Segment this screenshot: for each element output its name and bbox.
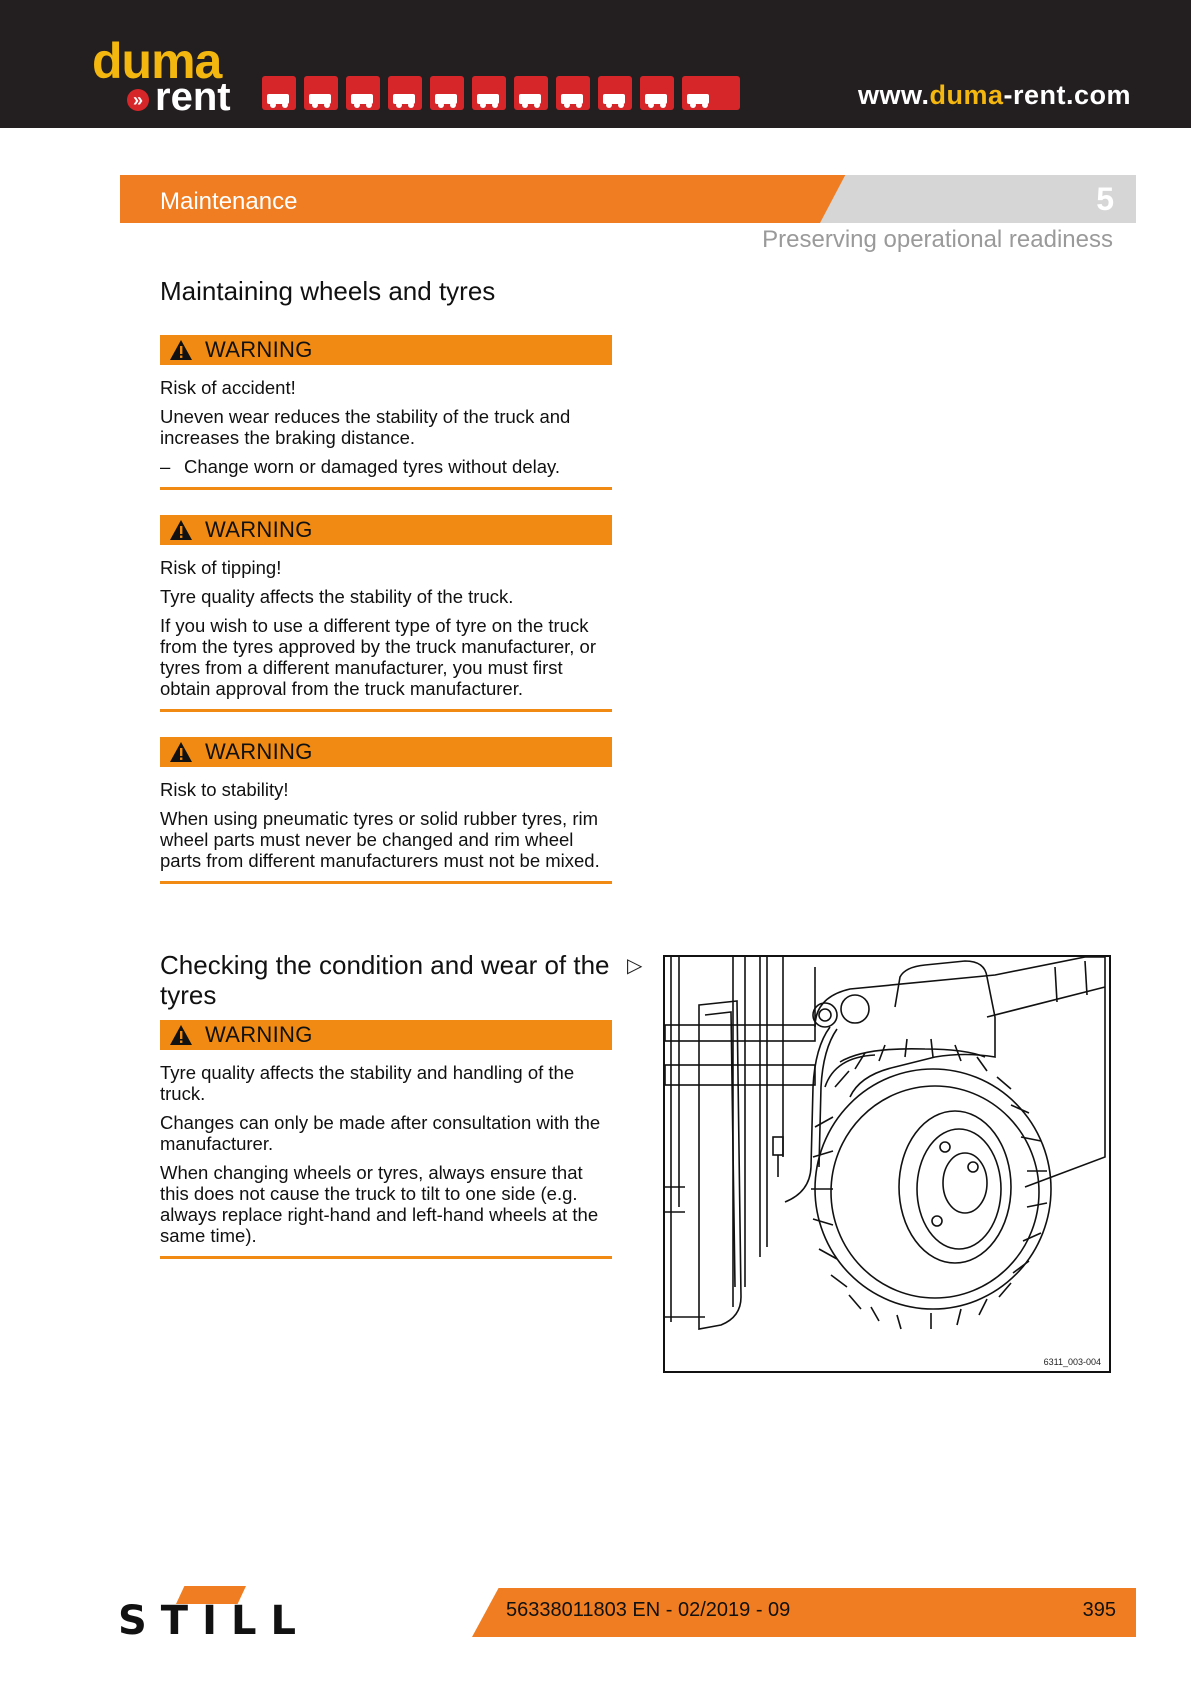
warning-text: Risk of tipping!: [160, 557, 282, 578]
page-number: 395: [1082, 1599, 1116, 1621]
top-brand-bar: [0, 0, 1191, 128]
warning-text: When changing wheels or tyres, always ensure that this does not cause the truck to tilt to one side (e.g. always replace right-hand and left-hand wheels at the same time).: [160, 1162, 599, 1246]
warning-label: WARNING: [205, 739, 313, 764]
warning-label: WARNING: [205, 1022, 313, 1047]
logo-duma-text: duma: [92, 33, 222, 89]
logo-arrow-icon: »: [127, 89, 149, 111]
section-title: Maintenance: [160, 188, 298, 215]
warning-text: Risk of accident!: [160, 377, 296, 398]
skid-steer-icon: [262, 76, 296, 110]
boom-lift-icon: [640, 76, 674, 110]
dash-marker: –: [160, 456, 171, 477]
warning-box-4: [160, 1020, 612, 1259]
machine-icons-strip: [262, 76, 740, 110]
excavator-icon: [556, 76, 590, 110]
heading-checking-tyres: Checking the condition and wear of the tyres: [160, 950, 610, 1010]
url-prefix: www.: [857, 80, 930, 110]
figure-id: 6311_003-004: [1043, 1357, 1101, 1367]
heading-maintaining-wheels: Maintaining wheels and tyres: [160, 276, 496, 306]
warning-text: Tyre quality affects the stability and handling of the truck.: [160, 1062, 575, 1104]
still-logo-text: STILL: [118, 1598, 310, 1644]
tyre-illustration: [663, 955, 1111, 1373]
forklift-wheel-drawing: [665, 957, 1109, 1371]
warning-bar: [160, 335, 612, 365]
action-text: Change worn or damaged tyres without delay.: [184, 456, 561, 477]
warning-box-1: [160, 335, 612, 490]
website-url[interactable]: [858, 80, 1131, 111]
mini-excavator-icon: [388, 76, 422, 110]
section-subtitle: Preserving operational readiness: [762, 226, 1113, 253]
document-reference: 56338011803 EN - 02/2019 - 09: [506, 1599, 791, 1621]
warning-text: Uneven wear reduces the stability of the truck and increases the braking distance.: [160, 406, 571, 448]
warning-text: When using pneumatic tyres or solid rubber tyres, rim wheel parts must never be changed and rim wheel parts from different manufacturers must not be mixed.: [160, 808, 600, 871]
warning-box-3: [160, 737, 612, 884]
warning-triangle-icon: [169, 339, 193, 361]
warning-text: If you wish to use a different type of tyre on the truck from the tyres approved by the truck manufacturer, or tyres from a different manufacturer, you must first obtain approval from the truck manufacturer.: [160, 615, 596, 699]
warning-box-2: [160, 515, 612, 712]
logo-rent-text: rent: [155, 75, 231, 119]
warning-text: Tyre quality affects the stability of the truck.: [160, 586, 514, 607]
warning-action-item: [160, 456, 612, 477]
warning-text: Changes can only be made after consultation with the manufacturer.: [160, 1112, 601, 1154]
warning-label: WARNING: [205, 517, 313, 542]
url-highlight: duma: [929, 80, 1004, 110]
warning-label: WARNING: [205, 337, 313, 362]
section-header-band: [120, 175, 1136, 223]
lift-icon: [346, 76, 380, 110]
figure-pointer-icon: ▷: [627, 955, 643, 977]
warning-triangle-icon: [169, 519, 193, 541]
scissor-lift-icon: [682, 76, 740, 110]
crane-truck-icon: [514, 76, 548, 110]
forklift-icon: [304, 76, 338, 110]
warning-triangle-icon: [169, 1024, 193, 1046]
still-logo: [118, 1586, 310, 1644]
telehandler-icon: [598, 76, 632, 110]
warning-end-rule: [160, 709, 612, 712]
warning-bar: [160, 515, 612, 545]
warning-end-rule: [160, 487, 612, 490]
warning-end-rule: [160, 881, 612, 884]
warning-text: Risk to stability!: [160, 779, 289, 800]
warning-triangle-icon: [169, 741, 193, 763]
warning-bar: [160, 1020, 612, 1050]
warning-end-rule: [160, 1256, 612, 1259]
url-suffix: -rent.com: [1003, 80, 1131, 110]
warning-bar: [160, 737, 612, 767]
chapter-number: 5: [1096, 181, 1114, 217]
wheel-loader-icon: [430, 76, 464, 110]
header-band-grey: [820, 175, 1136, 223]
roller-icon: [472, 76, 506, 110]
